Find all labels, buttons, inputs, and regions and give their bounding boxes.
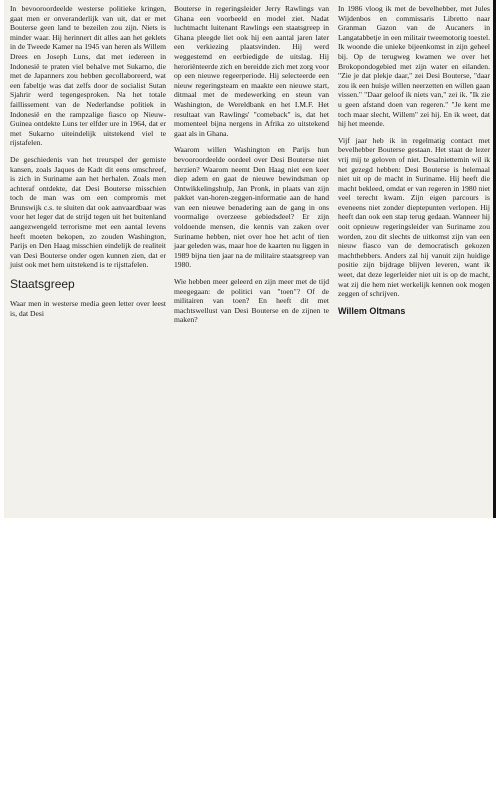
- paragraph: Waarom willen Washington en Parijs hun bevooroordeelde oordeel over Desi Bouterse niet herzien? Waarom neemt Den Haag niet een keer diep adem en gaat de nieuwe bewindsman op Ontwikkelingshulp, Jan Pronk, in plaats van zijn pakket van-horen-zeggen-informatie aan de hand van een nieuwe benadering aan de gang in ons voormalige overzeese gebiedsdeel? Er zijn voldoende mensen, die kennis van zaken over Suriname hebben, niet over hoe het acht of tien jaar geleden was, maar hoe de kaarten nu liggen in 1989 bijna tien jaar na de militaire staatsgreep van 1980.: [174, 145, 329, 270]
- newspaper-clipping: [4, 0, 496, 518]
- article-column-3: [338, 4, 490, 316]
- paragraph: Waar men in westerse media geen letter over leest is, dat Desi: [10, 299, 166, 318]
- paragraph: Bouterse in regeringsleider Jerry Rawlings van Ghana een voorbeeld en model ziet. Nadat luchtmacht luitenant Rawlings een staatsgreep in Ghana pleegde liet ook hij een aantal jaren later een verkiezing plaatsvinden. Hij werd weggestemd en eerbiedigde de uitslag. Hij heroriënteerde zich en bereidde zich met zorg voor op een nieuwe regeerperiode. Hij selecteerde een nieuw regeringsteam en maakte een nieuwe start, ditmaal met de medewerking en steun van Washington, de Wereldbank en het I.M.F. Het resultaat van Rawlings' "comeback" is, dat het momenteel bijna nergens in Afrika zo uitstekend gaat als in Ghana.: [174, 4, 329, 138]
- article-column-2: [174, 4, 329, 332]
- paragraph: In 1986 vloog ik met de bevelhebber, met Jules Wijdenbos en commissaris Libretto naar Granman Gazon van de Aucaners in Langatabbetje in een militair tweemotorig toestel. Ik woonde die unieke bijeenkomst in zijn geheel bij. Op de terugweg kwamen we over het Brokopondogebied met zijn water en eilanden. "Zie je dat plekje daar," zei Desi Bouterse, "daar zou ik een huisje willen neerzetten en willen gaan vissen." "Daar geloof ik niets van," zei ik. "Ik zie u geen afstand doen van regeren." "Je kent me toch maar slecht, Willem" zei hij. En ik weet, dat hij het meende.: [338, 4, 490, 129]
- author-signature: Willem Oltmans: [338, 305, 406, 316]
- paragraph: Vijf jaar heb ik in regelmatig contact met bevelhebber Bouterse gestaan. Het staat de lezer vrij mij te geloven of niet. Desalniettemin wil ik het gezegd hebben: Desi Bouterse is helemaal niet uit op de macht in Suriname. Hij heeft die macht bekleed, omdat er van regeren in 1980 niet veel terecht kwam. Zijn eigen parcours is eveneens niet zonder dieptepunten verlopen. Hij heeft dan ook een stap terug gedaan. Wanneer hij ooit opnieuw regeringsleider van Suriname zou worden, zou dit slechts de uitkomst zijn van een nieuw fiasco van de democratisch gekozen machthebbers. Anders zal hij vanuit zijn huidige positie zijn bijdrage blijven leveren, want ik weet, dat deze legerleider niet uit is op de macht, wat zij die hem niet werkelijk kennen ook mogen zeggen of schrijven.: [338, 135, 490, 299]
- paragraph: Wie hebben meer geleerd en zijn meer met de tijd meegegaan: de politici van "toen"? Of de militairen van toen? En heeft dit met machtswellust van Desi Bouterse en de zijnen te maken?: [174, 277, 329, 325]
- section-heading: Staatsgreep: [10, 277, 75, 292]
- article-column-1: [10, 4, 166, 325]
- paragraph: De geschiedenis van het treurspel der gemiste kansen, zoals Jaques de Kadt dit eens omschreef, is zich in Suriname aan het herhalen. Zoals men achteraf ontdekte, dat Desi Bouterse misschien toch de man was om een compromis met Brunswijk c.s. te sluiten dat ook aanvaardbaar was voor het leger dat de strijd tegen uit het buitenland aangezwengeld terrorisme met een aantal levens heeft moeten bekopen, zo zouden Washington, Parijs en Den Haag misschien eindelijk de realiteit van Desi Bouterse onder ogen kunnen zien, dat er juist ook met hem uitstekend is te rijsttafelen.: [10, 154, 166, 270]
- paragraph: In bevooroordeelde westerse politieke kringen, gaat men er onveranderlijk van uit, dat er met Bouterse geen land te bezeilen zou zijn. Niets is minder waar. Hij herinnert dit alles aan het geklets in de Tweede Kamer na 1945 van heren als Willem Drees en Joseph Luns, dat met iedereen in Indonesië te praten viel behalve met Sukarno, die met de Japanners zou hebben gecollaboreerd, wat een fabeltje was dat zelfs door de socialist Sutan Sjahrir werd tegengesproken. Na het totale faillissement van de Nederlandse politiek in Indonesië en the rampzalige fiasco op Nieuw-Guinea ontdekte Luns ter elfder ure in 1964, dat er met Sukarno uiteindelijk uitstekend viel te rijstafelen.: [10, 4, 166, 148]
